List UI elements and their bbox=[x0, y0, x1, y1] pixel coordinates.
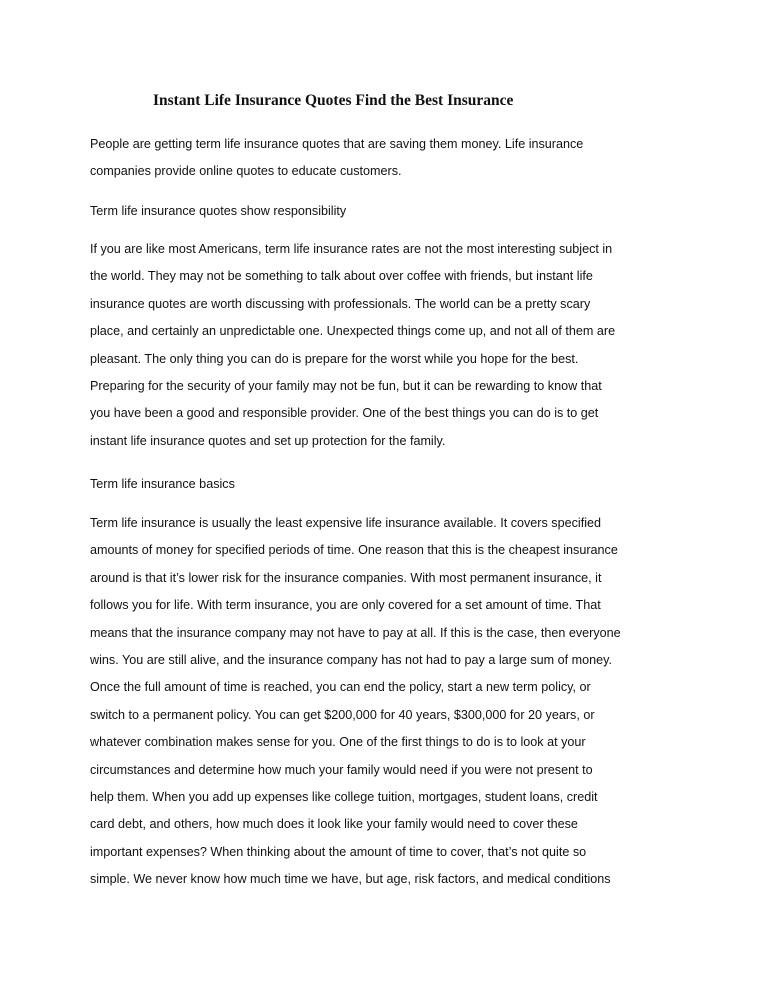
text-line: important expenses? When thinking about the amount of time to cover, that’s not quite so bbox=[90, 844, 587, 859]
text-line: switch to a permanent policy. You can get $200,000 for 40 years, $300,000 for 20 years, or bbox=[90, 707, 595, 722]
text-line: whatever combination makes sense for you. One of the first things to do is to look at your bbox=[90, 735, 586, 750]
text-line: If you are like most Americans, term life insurance rates are not the most interesting subject in bbox=[90, 242, 613, 256]
document-title: Instant Life Insurance Quotes Find the Best Insurance bbox=[153, 92, 514, 109]
text-line: circumstances and determine how much your family would need if you were not present to bbox=[90, 762, 593, 777]
text-line: wins. You are still alive, and the insurance company has not had to pay a large sum of money. bbox=[90, 653, 613, 668]
text-line: around is that it’s lower risk for the insurance companies. With most permanent insurance, it bbox=[90, 570, 602, 585]
text-line: companies provide online quotes to educate customers. bbox=[90, 164, 402, 179]
responsibility-paragraph bbox=[90, 236, 690, 455]
text-line: you have been a good and responsible provider. One of the best things you can do is to get bbox=[90, 406, 599, 421]
text-line: amounts of money for specified periods of time. One reason that this is the cheapest insurance bbox=[90, 543, 618, 558]
text-line: card debt, and others, how much does it look like your family would need to cover these bbox=[90, 817, 578, 832]
text-line: help them. When you add up expenses like college tuition, mortgages, student loans, credit bbox=[90, 790, 598, 805]
text-line: follows you for life. With term insurance, you are only covered for a set amount of time. That bbox=[90, 598, 601, 613]
text-line: Preparing for the security of your family may not be fun, but it can be rewarding to know that bbox=[90, 379, 602, 394]
text-line: People are getting term life insurance quotes that are saving them money. Life insurance bbox=[90, 137, 584, 151]
text-line: place, and certainly an unpredictable one. Unexpected things come up, and not all of them are bbox=[90, 324, 616, 339]
text-line: the world. They may not be something to talk about over coffee with friends, but instant life bbox=[90, 269, 593, 284]
text-line: Once the full amount of time is reached, you can end the policy, start a new term policy, or bbox=[90, 680, 591, 695]
text-line: simple. We never know how much time we have, but age, risk factors, and medical conditions bbox=[90, 872, 611, 887]
text-line: Term life insurance is usually the least expensive life insurance available. It covers specified bbox=[90, 516, 601, 530]
text-line: insurance quotes are worth discussing with professionals. The world can be a pretty scary bbox=[90, 296, 591, 311]
text-line: pleasant. The only thing you can do is prepare for the worst while you hope for the best. bbox=[90, 351, 579, 366]
intro-paragraph bbox=[90, 131, 690, 186]
section-heading-responsibility: Term life insurance quotes show responsibility bbox=[90, 204, 347, 218]
text-line: means that the insurance company may not have to pay at all. If this is the case, then everyone bbox=[90, 625, 621, 640]
basics-paragraph bbox=[90, 510, 690, 894]
section-heading-basics: Term life insurance basics bbox=[90, 477, 235, 491]
text-line: instant life insurance quotes and set up protection for the family. bbox=[90, 433, 446, 448]
